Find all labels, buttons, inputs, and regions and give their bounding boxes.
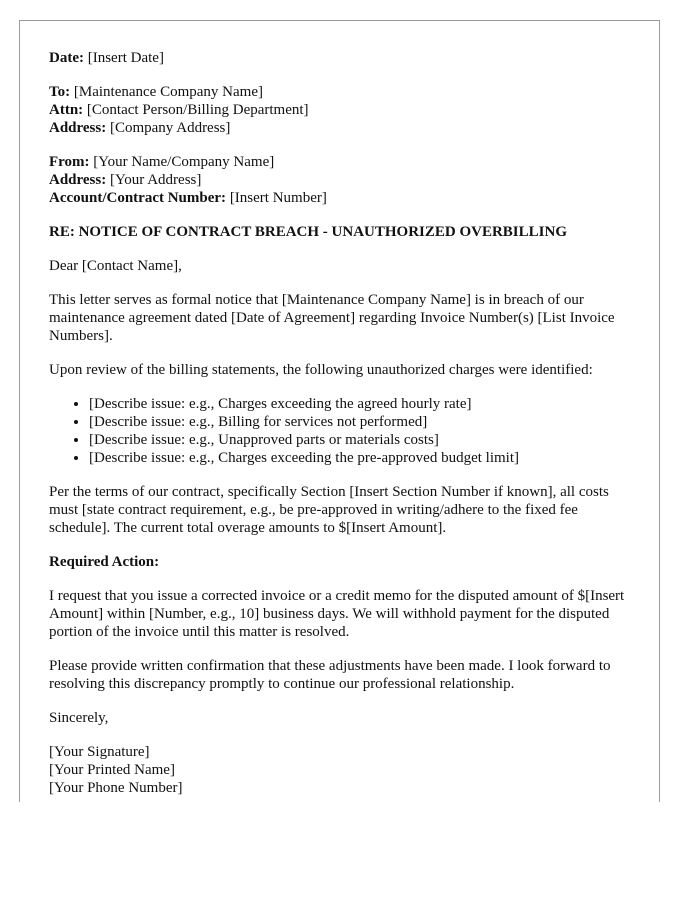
letter-page xyxy=(19,20,660,802)
issues-list xyxy=(49,395,631,467)
sender-address-line xyxy=(49,171,631,189)
from-label: From: xyxy=(49,154,90,170)
phone-line: [Your Phone Number] xyxy=(49,780,183,796)
attn-label: Attn: xyxy=(49,102,84,118)
recipient-address-line xyxy=(49,119,631,137)
recipient-block xyxy=(49,83,631,137)
review-paragraph: Upon review of the billing statements, the following unauthorized charges were identified: xyxy=(49,362,593,378)
sender-block xyxy=(49,153,631,207)
list-item: • [Describe issue: e.g., Unapproved parts or materials costs] xyxy=(89,431,631,449)
account-label: Account/Contract Number: xyxy=(49,190,227,206)
salutation: Dear [Contact Name], xyxy=(49,258,182,274)
sender-address-label: Address: xyxy=(49,172,107,188)
signature-block xyxy=(49,743,631,797)
date-value: [Insert Date] xyxy=(87,50,164,66)
to-label: To: xyxy=(49,84,71,100)
account-line xyxy=(49,189,631,207)
list-item: • [Describe issue: e.g., Billing for services not performed] xyxy=(89,413,631,431)
from-value: [Your Name/Company Name] xyxy=(93,154,275,170)
closing-paragraph: Please provide written confirmation that these adjustments have been made. I look forward to resolving this discrepancy promptly to continue our professional relationship. xyxy=(49,658,611,692)
date-line xyxy=(49,49,631,67)
date-label: Date: xyxy=(49,50,84,66)
account-value: [Insert Number] xyxy=(229,190,327,206)
from-line xyxy=(49,153,631,171)
date-block xyxy=(49,49,631,67)
to-value: [Maintenance Company Name] xyxy=(73,84,263,100)
to-line xyxy=(49,83,631,101)
printed-name-line: [Your Printed Name] xyxy=(49,762,175,778)
intro-paragraph: This letter serves as formal notice that [Maintenance Company Name] is in breach of our maintenance agreement dated [Date of Agreement] regarding Invoice Number(s) [List Invoice Numbers]. xyxy=(49,292,615,344)
required-action-heading: Required Action: xyxy=(49,554,160,570)
request-paragraph: I request that you issue a corrected invoice or a credit memo for the disputed amount of $[Insert Amount] within [Number, e.g., 10] business days. We will withhold payment for the disputed portion of the invoice until this matter is resolved. xyxy=(49,588,625,640)
recipient-address-label: Address: xyxy=(49,120,107,136)
signature-line: [Your Signature] xyxy=(49,744,150,760)
terms-paragraph: Per the terms of our contract, specifically Section [Insert Section Number if known], all costs must [state contract requirement, e.g., be pre-approved in writing/adhere to the fixed fee schedule]. The current total overage amounts to $[Insert Amount]. xyxy=(49,484,609,536)
attn-line xyxy=(49,101,631,119)
subject-line: RE: NOTICE OF CONTRACT BREACH - UNAUTHORIZED OVERBILLING xyxy=(49,224,567,240)
list-item: • [Describe issue: e.g., Charges exceeding the agreed hourly rate] xyxy=(89,395,631,413)
valediction: Sincerely, xyxy=(49,710,109,726)
list-item: • [Describe issue: e.g., Charges exceeding the pre-approved budget limit] xyxy=(89,449,631,467)
sender-address-value: [Your Address] xyxy=(109,172,202,188)
attn-value: [Contact Person/Billing Department] xyxy=(86,102,309,118)
recipient-address-value: [Company Address] xyxy=(109,120,231,136)
